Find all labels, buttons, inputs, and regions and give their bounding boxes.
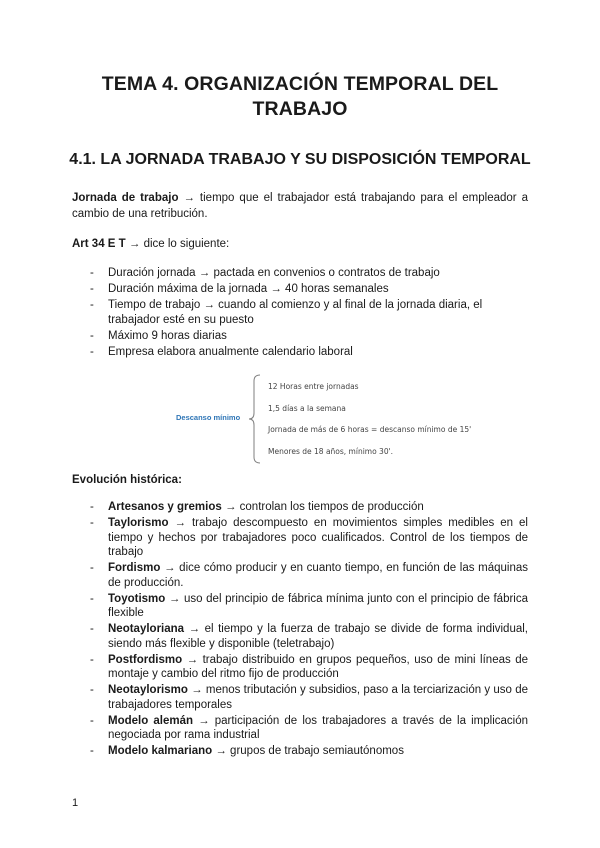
page-number: 1	[72, 797, 79, 809]
list-item: - Fordismo → dice cómo producir y en cuanto tiempo, en función de las máquinas de producción.	[90, 562, 528, 589]
evolucion-heading: Evolución histórica:	[72, 474, 182, 486]
list-item: - Duración jornada → pactada en convenios o contratos de trabajo	[90, 267, 440, 279]
art34-text: → dice lo siguiente:	[125, 238, 230, 250]
brace-icon	[248, 373, 264, 465]
list-item: - Modelo alemán → participación de los trabajadores a través de la implicación negociada por rama industrial	[90, 714, 528, 741]
descanso-item: 12 Horas entre jornadas	[268, 382, 359, 391]
list-item: - Modelo kalmariano → grupos de trabajo semiautónomos	[90, 745, 404, 757]
section-heading: 4.1. LA JORNADA TRABAJO Y SU DISPOSICIÓN TEMPORAL	[69, 151, 531, 168]
art34-paragraph	[72, 236, 528, 252]
jornada-term: Jornada de trabajo	[72, 192, 179, 204]
list-item: - Tiempo de trabajo → cuando al comienzo y al final de la jornada diaria, el trabajador esté en su puesto	[90, 299, 483, 326]
list-item: - Artesanos y gremios → controlan los tiempos de producción	[90, 501, 424, 513]
list-item: - Máximo 9 horas diarias	[90, 329, 227, 342]
evolucion-list	[72, 500, 528, 760]
list-item: - Neotayloriana → el tiempo y la fuerza de trabajo se divide de forma individual, siendo más flexible y disponible (teletrabajo)	[90, 623, 528, 650]
descanso-item: 1,5 días a la semana	[268, 404, 346, 413]
jornada-definition: → tiempo que el trabajador está trabajando para el empleador a cambio de una retribución.	[72, 192, 529, 220]
list-item: - Empresa elabora anualmente calendario laboral	[90, 345, 353, 358]
descanso-item: Menores de 18 años, mínimo 30'.	[268, 447, 394, 456]
document-title: TEMA 4. ORGANIZACIÓN TEMPORAL DEL TRABAJO	[101, 73, 499, 120]
descanso-item: Jornada de más de 6 horas = descanso mínimo de 15'	[268, 425, 472, 434]
list-item: - Neotaylorismo → menos tributación y subsidios, paso a la terciarización y uso de trabajadores temporales	[90, 684, 528, 711]
list-item: - Duración máxima de la jornada → 40 horas semanales	[90, 283, 389, 295]
art34-list	[72, 266, 528, 361]
art34-term: Art 34 E T	[72, 238, 126, 250]
list-item: - Postfordismo → trabajo distribuido en grupos pequeños, uso de mini líneas de montaje y cambio del ritmo fijo de producción	[90, 653, 528, 680]
jornada-paragraph	[72, 190, 528, 222]
list-item: - Toyotismo → uso del principio de fábrica mínima junto con el principio de fábrica flexible	[90, 592, 528, 619]
list-item: - Taylorismo → trabajo descompuesto en movimientos simples medibles en el tiempo y hechos por trabajadores poco cualificados. Control de los tiempos de trabajo	[90, 517, 528, 558]
descanso-label: Descanso mínimo	[176, 413, 241, 422]
